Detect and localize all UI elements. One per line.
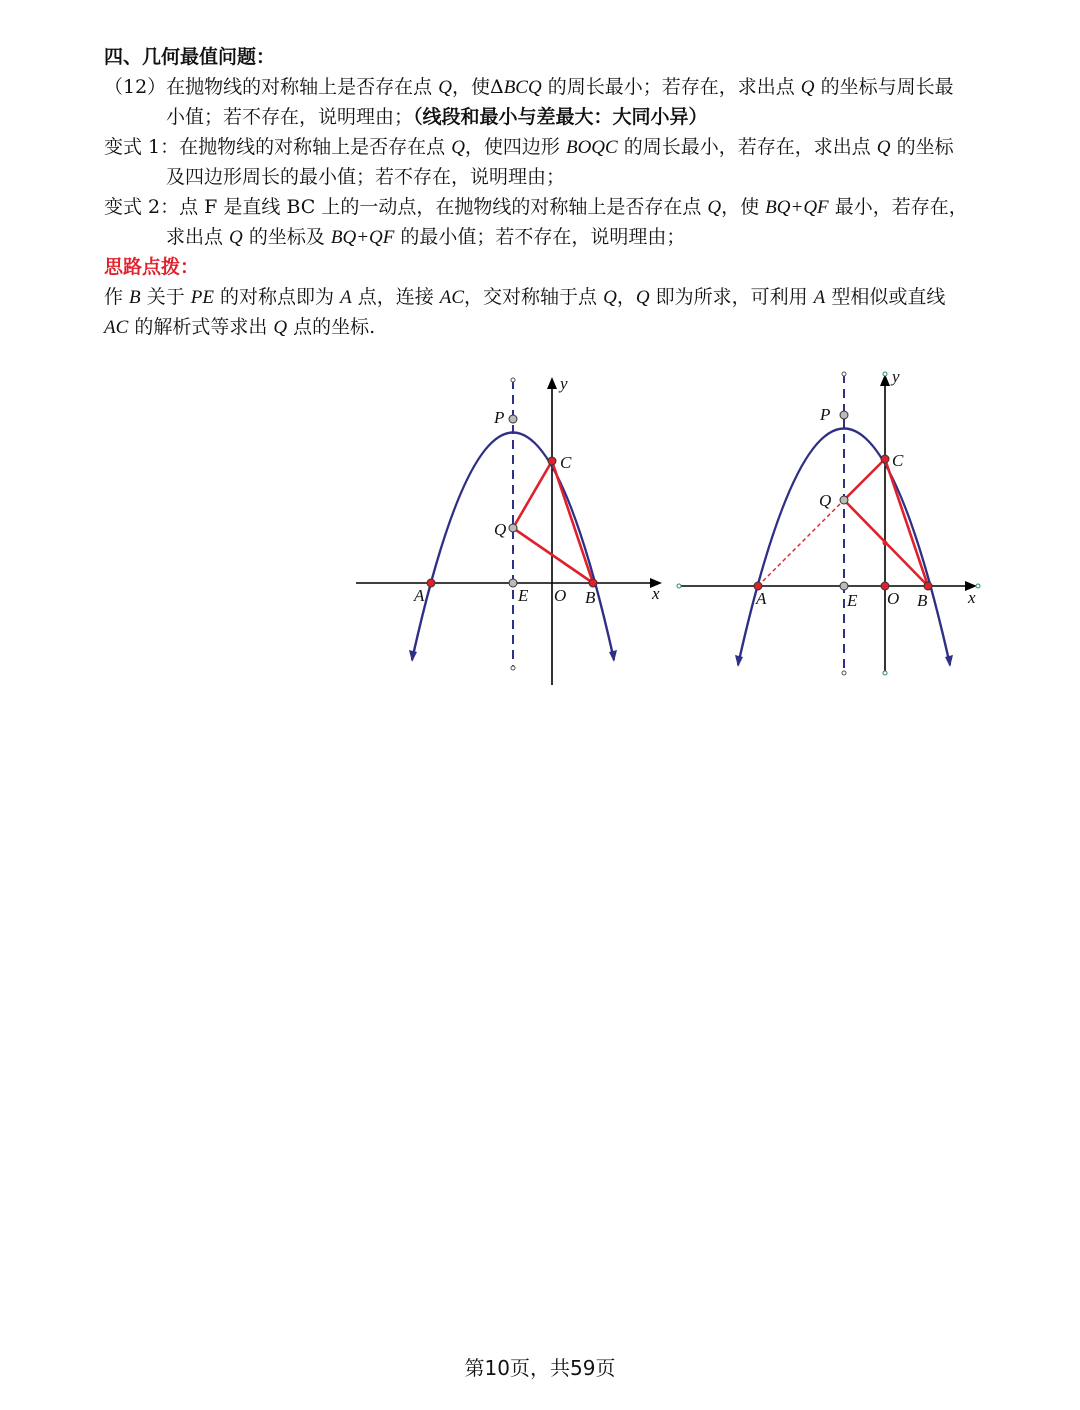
intersection-point bbox=[883, 541, 888, 546]
label-y: y bbox=[892, 367, 900, 386]
label-x: x bbox=[968, 588, 976, 607]
variant2-line1: 变式 2：点 F 是直线 BC 上的一动点，在抛物线的对称轴上是否存在点 Q，使 BQ+QF 最小，若存在， bbox=[104, 196, 968, 218]
hint-line1: 作 B 关于 PE 的对称点即为 A 点，连接 AC，交对称轴于点 Q，Q 即为所求，可利用 A 型相似或直线 bbox=[104, 286, 946, 308]
label-P: P bbox=[820, 405, 831, 424]
symmetry-axis-top-end bbox=[511, 378, 515, 382]
point-Q bbox=[509, 524, 517, 532]
label-A: A bbox=[414, 586, 425, 605]
symmetry-axis-bottom-end bbox=[511, 666, 515, 670]
label-x: x bbox=[652, 584, 660, 603]
y-axis-top-end bbox=[883, 372, 887, 376]
section-title: 四、几何最值问题： bbox=[104, 46, 276, 68]
label-Q: Q bbox=[494, 520, 507, 539]
label-E: E bbox=[518, 586, 529, 605]
label-O: O bbox=[554, 586, 567, 605]
point-E bbox=[840, 582, 848, 590]
symmetry-axis-top-end bbox=[842, 372, 846, 376]
point-B bbox=[589, 579, 597, 587]
question-12-line1: （12）在抛物线的对称轴上是否存在点 Q，使ΔBCQ 的周长最小；若存在，求出点 Q 的坐标与周长最 bbox=[104, 76, 954, 98]
label-C: C bbox=[892, 451, 904, 470]
point-P bbox=[840, 411, 848, 419]
label-A: A bbox=[756, 589, 767, 608]
x-axis-left-end bbox=[677, 584, 681, 588]
point-C bbox=[881, 455, 889, 463]
variant1-line1: 变式 1：在抛物线的对称轴上是否存在点 Q，使四边形 BOQC 的周长最小，若存在，求出点 Q 的坐标 bbox=[104, 136, 954, 158]
segment-CQ bbox=[844, 459, 885, 500]
segment-CQ bbox=[513, 461, 552, 528]
figure-right bbox=[670, 360, 1000, 690]
label-B: B bbox=[917, 591, 928, 610]
point-E bbox=[509, 579, 517, 587]
point-P bbox=[509, 415, 517, 423]
variant2-line2: 求出点 Q 的坐标及 BQ+QF 的最小值；若不存在，说明理由； bbox=[166, 226, 686, 248]
y-axis-bottom-end bbox=[883, 671, 887, 675]
label-C: C bbox=[560, 453, 572, 472]
label-E: E bbox=[847, 591, 858, 610]
point-C bbox=[548, 457, 556, 465]
symmetry-axis-bottom-end bbox=[842, 671, 846, 675]
point-A bbox=[427, 579, 435, 587]
point-B bbox=[924, 582, 932, 590]
point-Q bbox=[840, 496, 848, 504]
variant1-line2: 及四边形周长的最小值；若不存在，说明理由； bbox=[166, 166, 566, 188]
hint-line2: AC 的解析式等求出 Q 点的坐标. bbox=[104, 316, 376, 338]
page-footer: 第10页，共59页 bbox=[464, 1356, 616, 1380]
x-axis-right-end bbox=[976, 584, 980, 588]
question-12-line2: 小值；若不存在，说明理由；（线段和最小与差最大：大同小异） bbox=[166, 106, 708, 128]
segment-CB bbox=[885, 459, 928, 586]
label-Q: Q bbox=[819, 491, 832, 510]
segment-CB bbox=[552, 461, 593, 583]
figure-left bbox=[340, 365, 670, 695]
hint-title: 思路点拨： bbox=[104, 256, 200, 278]
label-y: y bbox=[560, 374, 568, 393]
label-B: B bbox=[585, 588, 596, 607]
y-axis-arrow bbox=[547, 377, 557, 389]
label-O: O bbox=[887, 589, 900, 608]
label-P: P bbox=[494, 408, 505, 427]
